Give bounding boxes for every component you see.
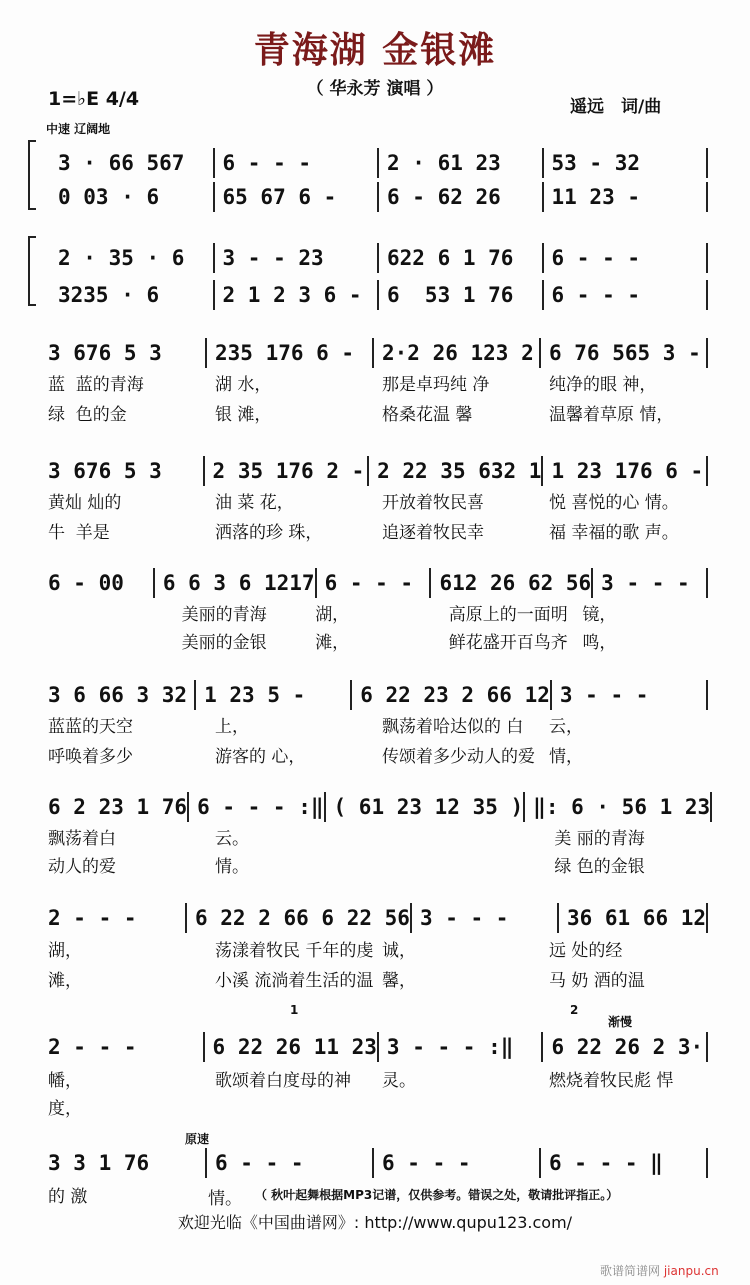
volta-2: 2 [570,1003,579,1017]
lyric-segment: 纯净的眼 神， [549,375,657,395]
lyric-segment: 鸣， [582,633,617,653]
lyric-segment: 高原上的一面明 [448,605,568,625]
lyrics-line [40,488,708,513]
lyric-segment: 灵。 [382,1071,416,1091]
lyrics-line [40,518,708,543]
lyric-segment: 诚， [382,941,416,961]
lyric-segment: 湖， [48,941,82,961]
measure: 6 - - - :‖ [189,792,325,822]
lyric-segment: 情， [549,747,583,767]
measure: 6 - - - [215,148,380,178]
notation-row [50,182,708,212]
lyric-segment: 美丽的金银 [181,633,267,653]
measure: 3 - - - [412,903,559,933]
measure: 235 176 6 - [207,338,374,368]
measure: ( 61 23 12 35 ) [326,792,526,822]
measure: 6 - 62 26 [379,182,544,212]
lyrics-line [40,600,708,625]
measure: 2 1 2 3 6 - [215,280,380,310]
lyrics-line [40,1066,708,1091]
lyric-segment: 上， [215,717,249,737]
measure: 2 - - - [40,903,187,933]
lyric-segment: 飘荡着白 [48,829,116,849]
measure: 1 23 5 - [196,680,352,710]
lyric-segment: 黄灿 灿的 [48,493,122,513]
notation-row [40,903,708,933]
lyric-segment: 的 激 [48,1187,88,1207]
lyric-segment: 远 处的经 [549,941,623,961]
lyrics-line [40,400,708,425]
lyrics-line [40,742,708,767]
measure: 622 6 1 76 [379,243,544,273]
lyrics-line [40,712,708,737]
measure: 3 · 66 567 [50,148,215,178]
measure: 3235 · 6 [50,280,215,310]
a-tempo: 原速 [185,1132,210,1146]
measure: 53 - 32 [544,148,709,178]
measure: 2 - - - [40,1032,205,1062]
measure: 6 - - - [544,280,709,310]
lyrics-line [40,1094,708,1119]
measure: 3 676 5 3 [40,338,207,368]
measure: 2 · 61 23 [379,148,544,178]
measure: 6 22 26 11 23 [205,1032,379,1062]
measure: 3 - - - :‖ [379,1032,544,1062]
measure: 2·2 26 123 2 [374,338,541,368]
site-footer: 欢迎光临《中国曲谱网》: http://www.qupu123.com/ [177,1213,573,1232]
volta-1: 1 [290,1003,299,1017]
lyric-segment: 美 丽的青海 [549,829,645,849]
notation-row [40,680,708,710]
lyric-segment: 荡漾着牧民 千年的虔 [215,941,374,961]
lyrics-line [40,628,708,653]
watermark: 歌谱简谱网 jianpu.cn [600,1264,719,1278]
measure: 3 - - - [593,568,708,598]
lyric-segment [207,1094,374,1119]
lyric-segment: 福 幸福的歌 声。 [549,523,679,543]
lyric-segment: 小溪 流淌着生活的温 [215,971,374,991]
measure: 6 - - - [207,1148,374,1178]
lyric-segment: 油 菜 花， [215,493,294,513]
lyric-segment: 湖， [315,605,350,625]
measure: 6 - 00 [40,568,155,598]
notation-row [50,243,708,273]
measure: 6 53 1 76 [379,280,544,310]
measure: 6 - - - [544,243,709,273]
lyrics-line [40,966,708,991]
measure: ‖: 6 · 56 1 23 [525,792,712,822]
lyric-segment: 开放着牧民喜 [382,493,484,513]
lyric-segment: 镜， [582,605,617,625]
system-bracket [28,236,36,306]
lyric-segment: 马 奶 酒的温 [549,971,645,991]
measure: 2 · 35 · 6 [50,243,215,273]
notation-row [40,568,708,598]
lyric-segment: 牛 羊是 [48,523,110,543]
lyric-segment: 美丽的青海 [181,605,267,625]
lyrics-line [40,370,708,395]
measure: 3 - - - [552,680,708,710]
lyric-segment: 湖 水， [215,375,272,395]
lyric-segment: 温馨着草原 情， [549,405,674,425]
measure: 612 26 62 56 [431,568,593,598]
measure: 3 3 1 76 [40,1148,207,1178]
lyric-segment: 飘荡着哈达似的 白 [382,717,524,737]
lyric-segment: 度， [48,1099,82,1119]
author: 遥远 词/曲 [570,97,662,117]
lyric-segment: 游客的 心， [215,747,306,767]
lyric-segment: 那是卓玛纯 净 [382,375,490,395]
measure: 3 - - 23 [215,243,380,273]
key-signature: 1=♭E 4/4 [48,88,140,110]
lyric-segment: 滩， [48,971,82,991]
measure: 0 03 · 6 [50,182,215,212]
lyric-segment [374,1094,541,1119]
lyric-segment: 动人的爱 [48,857,116,877]
lyrics-line [40,824,708,849]
notation-row [40,1032,708,1062]
lyric-segment: 悦 喜悦的心 情。 [549,493,679,513]
measure: 65 67 6 - [215,182,380,212]
lyric-segment [40,600,174,625]
lyric-segment: 银 滩， [215,405,272,425]
lyric-segment: 蓝 蓝的青海 [48,375,144,395]
measure: 1 23 176 6 - [543,456,708,486]
lyric-segment: 燃烧着牧民彪 悍 [549,1071,674,1091]
transcriber-note: （ 秋叶起舞根据MP3记谱，仅供参考。错误之处，敬请批评指正。） [255,1188,619,1202]
lyric-segment: 洒落的珍 珠， [215,523,323,543]
measure: 36 61 66 12 [559,903,708,933]
measure: 6 22 23 2 66 12 [352,680,552,710]
lyric-segment: 滩， [315,633,350,653]
notation-row [50,280,708,310]
lyric-segment [40,628,174,653]
measure: 6 - - - [317,568,432,598]
lyric-segment: 绿 色的金 [48,405,127,425]
lyric-segment [374,852,541,877]
measure: 11 23 - [544,182,709,212]
measure: 6 22 2 66 6 22 56 [187,903,412,933]
lyric-segment: 歌颂着白度母的神 [215,1071,351,1091]
measure: 3 676 5 3 [40,456,205,486]
lyric-segment: 情。 [215,857,249,877]
singer: （ 华永芳 演唱 ） [306,79,444,99]
lyric-segment [541,1094,708,1119]
notation-row [40,792,711,822]
lyrics-line [40,852,708,877]
notation-row [40,456,708,486]
measure: 6 - - - [374,1148,541,1178]
lyric-segment: 传颂着多少动人的爱 [382,747,535,767]
lyric-segment: 幡， [48,1071,82,1091]
lyric-segment: 格桑花温 馨 [382,405,473,425]
system-bracket [28,140,36,210]
lyric-segment [374,824,541,849]
measure: 2 22 35 632 1 [369,456,543,486]
lyric-segment: 馨， [382,971,416,991]
notation-row [40,1148,708,1178]
lyric-segment: 云。 [215,829,249,849]
lyrics-line [40,936,708,961]
lyric-segment: 呼唤着多少 [48,747,133,767]
measure: 6 - - - ‖ [541,1148,708,1178]
measure: 6 2 23 1 76 [40,792,189,822]
last-lyric: 情。 [208,1189,242,1209]
ritardando: 渐慢 [608,1015,633,1029]
notation-row [40,338,708,368]
notation-row [50,148,708,178]
lyric-segment: 云， [549,717,583,737]
measure: 6 6 3 6 1217 [155,568,317,598]
lyric-segment: 蓝蓝的天空 [48,717,133,737]
lyric-segment: 绿 色的金银 [549,857,645,877]
song-title: 青海湖 金银滩 [253,30,497,71]
lyric-segment: 鲜花盛开百鸟齐 [448,633,568,653]
measure: 6 22 26 2 3· [543,1032,708,1062]
tempo-marking: 中速 辽阔地 [46,122,111,136]
measure: 2 35 176 2 - [205,456,370,486]
lyric-segment: 追逐着牧民幸 [382,523,484,543]
measure: 6 76 565 3 - [541,338,708,368]
measure: 3 6 66 3 32 [40,680,196,710]
